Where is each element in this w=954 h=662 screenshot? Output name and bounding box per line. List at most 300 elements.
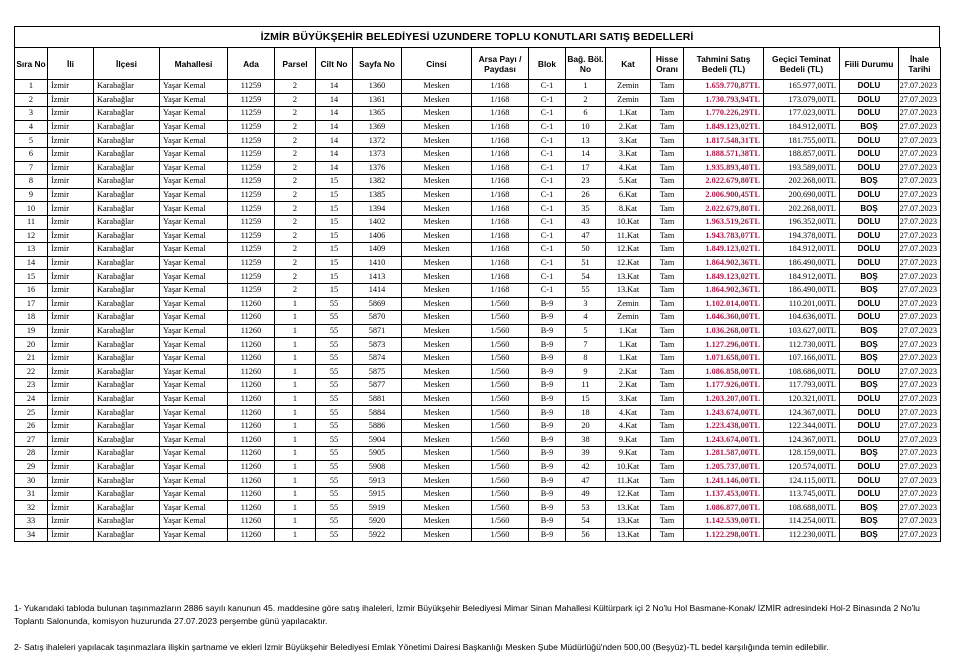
cell-auction-date: 27.07.2023	[899, 215, 941, 229]
cell-building-block: C-1	[529, 215, 566, 229]
cell-page-no: 5904	[353, 433, 402, 447]
cell-row-number: 31	[15, 487, 48, 501]
cell-block-no: 11259	[228, 80, 275, 94]
cell-auction-date: 27.07.2023	[899, 188, 941, 202]
cell-estimated-price: 1.243.674,00TL	[684, 433, 764, 447]
cell-parcel: 2	[275, 120, 316, 134]
cell-district: Karabağlar	[94, 270, 160, 284]
cell-estimated-price: 1.864.902,36TL	[684, 256, 764, 270]
cell-unit-no: 43	[566, 215, 606, 229]
cell-building-block: B-9	[529, 474, 566, 488]
cell-type: Mesken	[402, 447, 472, 461]
cell-row-number: 23	[15, 379, 48, 393]
cell-volume-no: 55	[316, 433, 353, 447]
cell-district: Karabağlar	[94, 406, 160, 420]
cell-volume-no: 14	[316, 147, 353, 161]
cell-type: Mesken	[402, 202, 472, 216]
cell-block-no: 11259	[228, 283, 275, 297]
cell-province: İzmir	[48, 392, 94, 406]
cell-deposit: 103.627,00TL	[764, 324, 840, 338]
cell-province: İzmir	[48, 297, 94, 311]
cell-volume-no: 55	[316, 528, 353, 542]
cell-occupancy-status: DOLU	[840, 188, 899, 202]
cell-auction-date: 27.07.2023	[899, 338, 941, 352]
cell-block-no: 11259	[228, 120, 275, 134]
cell-auction-date: 27.07.2023	[899, 270, 941, 284]
cell-parcel: 1	[275, 338, 316, 352]
cell-row-number: 33	[15, 515, 48, 529]
cell-land-share: 1/168	[472, 93, 529, 107]
cell-parcel: 1	[275, 324, 316, 338]
table-row	[15, 351, 941, 365]
cell-unit-no: 23	[566, 175, 606, 189]
col-header: Bağ. Böl. No	[566, 48, 606, 80]
cell-district: Karabağlar	[94, 338, 160, 352]
cell-type: Mesken	[402, 107, 472, 121]
cell-share-ratio: Tam	[651, 243, 684, 257]
cell-estimated-price: 1.086.858,00TL	[684, 365, 764, 379]
cell-building-block: C-1	[529, 175, 566, 189]
cell-floor: 4.Kat	[606, 406, 651, 420]
cell-province: İzmir	[48, 202, 94, 216]
cell-type: Mesken	[402, 528, 472, 542]
cell-neighborhood: Yaşar Kemal	[160, 243, 228, 257]
cell-unit-no: 47	[566, 229, 606, 243]
cell-land-share: 1/168	[472, 229, 529, 243]
cell-page-no: 1409	[353, 243, 402, 257]
cell-block-no: 11260	[228, 501, 275, 515]
cell-parcel: 2	[275, 229, 316, 243]
cell-province: İzmir	[48, 433, 94, 447]
cell-share-ratio: Tam	[651, 419, 684, 433]
cell-row-number: 8	[15, 175, 48, 189]
cell-share-ratio: Tam	[651, 460, 684, 474]
cell-floor: 13.Kat	[606, 501, 651, 515]
cell-deposit: 124.115,00TL	[764, 474, 840, 488]
cell-auction-date: 27.07.2023	[899, 433, 941, 447]
cell-row-number: 29	[15, 460, 48, 474]
cell-province: İzmir	[48, 338, 94, 352]
table-row	[15, 283, 941, 297]
cell-share-ratio: Tam	[651, 474, 684, 488]
cell-page-no: 5919	[353, 501, 402, 515]
cell-page-no: 5869	[353, 297, 402, 311]
cell-building-block: C-1	[529, 161, 566, 175]
cell-floor: 13.Kat	[606, 283, 651, 297]
cell-building-block: B-9	[529, 501, 566, 515]
cell-building-block: C-1	[529, 147, 566, 161]
cell-land-share: 1/560	[472, 515, 529, 529]
table-row	[15, 107, 941, 121]
table-row	[15, 338, 941, 352]
cell-parcel: 1	[275, 501, 316, 515]
cell-district: Karabağlar	[94, 256, 160, 270]
cell-estimated-price: 1.137.453,00TL	[684, 487, 764, 501]
cell-district: Karabağlar	[94, 120, 160, 134]
table-row	[15, 447, 941, 461]
cell-row-number: 32	[15, 501, 48, 515]
cell-province: İzmir	[48, 447, 94, 461]
cell-parcel: 2	[275, 134, 316, 148]
cell-occupancy-status: BOŞ	[840, 202, 899, 216]
cell-block-no: 11259	[228, 270, 275, 284]
sales-table-container	[14, 26, 940, 542]
cell-occupancy-status: BOŞ	[840, 515, 899, 529]
table-row	[15, 256, 941, 270]
cell-parcel: 2	[275, 80, 316, 94]
cell-deposit: 202.268,00TL	[764, 202, 840, 216]
table-row	[15, 80, 941, 94]
cell-unit-no: 5	[566, 324, 606, 338]
cell-auction-date: 27.07.2023	[899, 175, 941, 189]
cell-district: Karabağlar	[94, 243, 160, 257]
cell-page-no: 5886	[353, 419, 402, 433]
cell-type: Mesken	[402, 324, 472, 338]
cell-auction-date: 27.07.2023	[899, 283, 941, 297]
cell-unit-no: 26	[566, 188, 606, 202]
cell-volume-no: 55	[316, 297, 353, 311]
cell-row-number: 20	[15, 338, 48, 352]
cell-share-ratio: Tam	[651, 487, 684, 501]
cell-volume-no: 55	[316, 324, 353, 338]
cell-floor: 9.Kat	[606, 433, 651, 447]
cell-parcel: 1	[275, 528, 316, 542]
col-header: Tahmini Satış Bedeli (TL)	[684, 48, 764, 80]
cell-building-block: B-9	[529, 392, 566, 406]
cell-occupancy-status: BOŞ	[840, 447, 899, 461]
cell-block-no: 11259	[228, 215, 275, 229]
cell-deposit: 193.589,00TL	[764, 161, 840, 175]
cell-estimated-price: 2.022.679,80TL	[684, 202, 764, 216]
cell-land-share: 1/168	[472, 147, 529, 161]
cell-land-share: 1/168	[472, 120, 529, 134]
cell-share-ratio: Tam	[651, 80, 684, 94]
cell-row-number: 2	[15, 93, 48, 107]
cell-neighborhood: Yaşar Kemal	[160, 107, 228, 121]
cell-building-block: B-9	[529, 406, 566, 420]
cell-neighborhood: Yaşar Kemal	[160, 487, 228, 501]
cell-volume-no: 55	[316, 419, 353, 433]
cell-deposit: 128.159,00TL	[764, 447, 840, 461]
table-row	[15, 324, 941, 338]
cell-type: Mesken	[402, 487, 472, 501]
cell-floor: 10.Kat	[606, 460, 651, 474]
cell-row-number: 14	[15, 256, 48, 270]
cell-floor: 5.Kat	[606, 175, 651, 189]
cell-block-no: 11259	[228, 229, 275, 243]
cell-neighborhood: Yaşar Kemal	[160, 311, 228, 325]
cell-deposit: 188.857,00TL	[764, 147, 840, 161]
cell-floor: 2.Kat	[606, 120, 651, 134]
cell-occupancy-status: BOŞ	[840, 379, 899, 393]
cell-share-ratio: Tam	[651, 256, 684, 270]
cell-province: İzmir	[48, 107, 94, 121]
cell-row-number: 13	[15, 243, 48, 257]
cell-row-number: 21	[15, 351, 48, 365]
table-row	[15, 270, 941, 284]
cell-block-no: 11260	[228, 447, 275, 461]
cell-share-ratio: Tam	[651, 406, 684, 420]
cell-land-share: 1/560	[472, 460, 529, 474]
cell-district: Karabağlar	[94, 447, 160, 461]
cell-deposit: 186.490,00TL	[764, 283, 840, 297]
col-header: Hisse Oranı	[651, 48, 684, 80]
cell-floor: 3.Kat	[606, 134, 651, 148]
cell-neighborhood: Yaşar Kemal	[160, 433, 228, 447]
cell-parcel: 1	[275, 392, 316, 406]
cell-auction-date: 27.07.2023	[899, 447, 941, 461]
cell-estimated-price: 1.281.587,00TL	[684, 447, 764, 461]
cell-parcel: 2	[275, 175, 316, 189]
cell-land-share: 1/560	[472, 379, 529, 393]
cell-estimated-price: 1.071.658,00TL	[684, 351, 764, 365]
cell-unit-no: 20	[566, 419, 606, 433]
cell-block-no: 11260	[228, 515, 275, 529]
table-row	[15, 147, 941, 161]
cell-block-no: 11260	[228, 487, 275, 501]
cell-neighborhood: Yaşar Kemal	[160, 120, 228, 134]
cell-building-block: B-9	[529, 351, 566, 365]
cell-deposit: 184.912,00TL	[764, 243, 840, 257]
cell-district: Karabağlar	[94, 528, 160, 542]
cell-neighborhood: Yaşar Kemal	[160, 324, 228, 338]
cell-province: İzmir	[48, 80, 94, 94]
cell-neighborhood: Yaşar Kemal	[160, 365, 228, 379]
cell-volume-no: 14	[316, 161, 353, 175]
cell-estimated-price: 1.223.438,00TL	[684, 419, 764, 433]
cell-province: İzmir	[48, 93, 94, 107]
cell-unit-no: 51	[566, 256, 606, 270]
cell-unit-no: 38	[566, 433, 606, 447]
cell-neighborhood: Yaşar Kemal	[160, 229, 228, 243]
cell-type: Mesken	[402, 311, 472, 325]
cell-deposit: 165.977,00TL	[764, 80, 840, 94]
cell-estimated-price: 1.849.123,02TL	[684, 120, 764, 134]
cell-province: İzmir	[48, 419, 94, 433]
cell-occupancy-status: DOLU	[840, 392, 899, 406]
cell-type: Mesken	[402, 433, 472, 447]
cell-page-no: 1376	[353, 161, 402, 175]
table-row	[15, 229, 941, 243]
cell-auction-date: 27.07.2023	[899, 351, 941, 365]
cell-share-ratio: Tam	[651, 515, 684, 529]
cell-auction-date: 27.07.2023	[899, 161, 941, 175]
cell-type: Mesken	[402, 161, 472, 175]
cell-unit-no: 53	[566, 501, 606, 515]
cell-land-share: 1/168	[472, 283, 529, 297]
cell-deposit: 110.201,00TL	[764, 297, 840, 311]
cell-type: Mesken	[402, 379, 472, 393]
cell-province: İzmir	[48, 487, 94, 501]
cell-parcel: 1	[275, 474, 316, 488]
cell-district: Karabağlar	[94, 474, 160, 488]
cell-land-share: 1/168	[472, 80, 529, 94]
cell-estimated-price: 1.770.226,29TL	[684, 107, 764, 121]
cell-floor: 13.Kat	[606, 515, 651, 529]
cell-unit-no: 3	[566, 297, 606, 311]
cell-block-no: 11260	[228, 338, 275, 352]
cell-neighborhood: Yaşar Kemal	[160, 161, 228, 175]
cell-estimated-price: 1.122.298,00TL	[684, 528, 764, 542]
cell-parcel: 1	[275, 433, 316, 447]
cell-land-share: 1/560	[472, 487, 529, 501]
cell-block-no: 11259	[228, 188, 275, 202]
cell-type: Mesken	[402, 120, 472, 134]
cell-deposit: 196.352,00TL	[764, 215, 840, 229]
cell-share-ratio: Tam	[651, 120, 684, 134]
cell-district: Karabağlar	[94, 80, 160, 94]
cell-page-no: 1413	[353, 270, 402, 284]
table-row	[15, 487, 941, 501]
cell-estimated-price: 1.102.014,00TL	[684, 297, 764, 311]
cell-land-share: 1/560	[472, 447, 529, 461]
cell-estimated-price: 1.935.893,40TL	[684, 161, 764, 175]
table-row	[15, 297, 941, 311]
cell-neighborhood: Yaşar Kemal	[160, 419, 228, 433]
cell-neighborhood: Yaşar Kemal	[160, 528, 228, 542]
cell-neighborhood: Yaşar Kemal	[160, 188, 228, 202]
cell-floor: 13.Kat	[606, 270, 651, 284]
cell-share-ratio: Tam	[651, 297, 684, 311]
cell-estimated-price: 1.888.571,38TL	[684, 147, 764, 161]
cell-block-no: 11259	[228, 134, 275, 148]
cell-land-share: 1/560	[472, 433, 529, 447]
cell-neighborhood: Yaşar Kemal	[160, 147, 228, 161]
cell-land-share: 1/168	[472, 256, 529, 270]
cell-parcel: 1	[275, 487, 316, 501]
cell-occupancy-status: BOŞ	[840, 351, 899, 365]
cell-occupancy-status: DOLU	[840, 107, 899, 121]
cell-land-share: 1/560	[472, 338, 529, 352]
cell-land-share: 1/560	[472, 501, 529, 515]
cell-occupancy-status: DOLU	[840, 147, 899, 161]
col-header: Mahallesi	[160, 48, 228, 80]
cell-parcel: 2	[275, 188, 316, 202]
cell-share-ratio: Tam	[651, 202, 684, 216]
cell-type: Mesken	[402, 147, 472, 161]
cell-floor: 12.Kat	[606, 487, 651, 501]
cell-floor: Zemin	[606, 93, 651, 107]
cell-unit-no: 55	[566, 283, 606, 297]
cell-page-no: 1372	[353, 134, 402, 148]
table-row	[15, 93, 941, 107]
cell-neighborhood: Yaşar Kemal	[160, 175, 228, 189]
table-title: İZMİR BÜYÜKŞEHİR BELEDİYESİ UZUNDERE TOPLU KONUTLARI SATIŞ BEDELLERİ	[14, 26, 940, 47]
cell-page-no: 5905	[353, 447, 402, 461]
cell-unit-no: 56	[566, 528, 606, 542]
cell-neighborhood: Yaşar Kemal	[160, 202, 228, 216]
cell-share-ratio: Tam	[651, 351, 684, 365]
cell-volume-no: 15	[316, 243, 353, 257]
cell-province: İzmir	[48, 120, 94, 134]
sales-table	[14, 47, 941, 542]
cell-floor: 4.Kat	[606, 161, 651, 175]
cell-estimated-price: 2.006.900,45TL	[684, 188, 764, 202]
table-row	[15, 365, 941, 379]
cell-estimated-price: 1.659.770,87TL	[684, 80, 764, 94]
cell-land-share: 1/560	[472, 311, 529, 325]
col-header: Geçici Teminat Bedeli (TL)	[764, 48, 840, 80]
cell-estimated-price: 1.817.548,31TL	[684, 134, 764, 148]
cell-occupancy-status: DOLU	[840, 93, 899, 107]
cell-district: Karabağlar	[94, 515, 160, 529]
table-row	[15, 433, 941, 447]
cell-occupancy-status: DOLU	[840, 487, 899, 501]
cell-deposit: 200.690,00TL	[764, 188, 840, 202]
cell-volume-no: 55	[316, 311, 353, 325]
cell-unit-no: 47	[566, 474, 606, 488]
cell-type: Mesken	[402, 392, 472, 406]
cell-type: Mesken	[402, 283, 472, 297]
cell-land-share: 1/560	[472, 351, 529, 365]
cell-land-share: 1/168	[472, 243, 529, 257]
cell-volume-no: 15	[316, 188, 353, 202]
cell-type: Mesken	[402, 270, 472, 284]
cell-floor: 13.Kat	[606, 528, 651, 542]
cell-building-block: B-9	[529, 365, 566, 379]
cell-building-block: B-9	[529, 324, 566, 338]
cell-auction-date: 27.07.2023	[899, 379, 941, 393]
cell-block-no: 11260	[228, 311, 275, 325]
cell-building-block: C-1	[529, 283, 566, 297]
cell-district: Karabağlar	[94, 202, 160, 216]
cell-deposit: 177.023,00TL	[764, 107, 840, 121]
cell-building-block: C-1	[529, 256, 566, 270]
cell-page-no: 5922	[353, 528, 402, 542]
table-row	[15, 528, 941, 542]
cell-floor: 1.Kat	[606, 351, 651, 365]
cell-district: Karabağlar	[94, 433, 160, 447]
cell-volume-no: 14	[316, 107, 353, 121]
table-row	[15, 379, 941, 393]
cell-auction-date: 27.07.2023	[899, 501, 941, 515]
cell-auction-date: 27.07.2023	[899, 515, 941, 529]
cell-estimated-price: 1.864.902,36TL	[684, 283, 764, 297]
cell-province: İzmir	[48, 379, 94, 393]
cell-volume-no: 55	[316, 365, 353, 379]
cell-land-share: 1/560	[472, 528, 529, 542]
cell-share-ratio: Tam	[651, 229, 684, 243]
cell-parcel: 2	[275, 161, 316, 175]
col-header: İli	[48, 48, 94, 80]
cell-land-share: 1/560	[472, 474, 529, 488]
cell-land-share: 1/560	[472, 392, 529, 406]
cell-page-no: 1414	[353, 283, 402, 297]
cell-auction-date: 27.07.2023	[899, 297, 941, 311]
cell-type: Mesken	[402, 474, 472, 488]
cell-block-no: 11260	[228, 474, 275, 488]
col-header: Arsa Payı / Paydası	[472, 48, 529, 80]
table-row	[15, 392, 941, 406]
cell-occupancy-status: DOLU	[840, 365, 899, 379]
cell-district: Karabağlar	[94, 379, 160, 393]
cell-type: Mesken	[402, 297, 472, 311]
cell-type: Mesken	[402, 419, 472, 433]
cell-estimated-price: 1.086.877,00TL	[684, 501, 764, 515]
cell-type: Mesken	[402, 256, 472, 270]
cell-volume-no: 55	[316, 379, 353, 393]
cell-floor: 4.Kat	[606, 419, 651, 433]
cell-floor: 2.Kat	[606, 365, 651, 379]
cell-estimated-price: 1.963.519,26TL	[684, 215, 764, 229]
cell-share-ratio: Tam	[651, 107, 684, 121]
cell-volume-no: 14	[316, 120, 353, 134]
table-row	[15, 501, 941, 515]
cell-floor: 1.Kat	[606, 107, 651, 121]
cell-share-ratio: Tam	[651, 324, 684, 338]
cell-block-no: 11259	[228, 243, 275, 257]
cell-district: Karabağlar	[94, 107, 160, 121]
